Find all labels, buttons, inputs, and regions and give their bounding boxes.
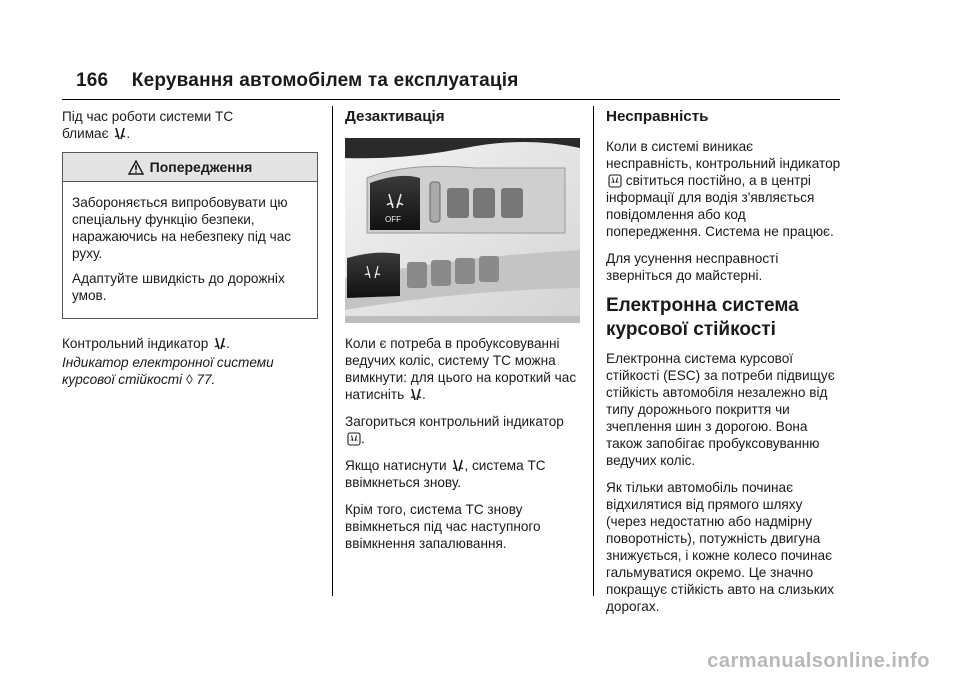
cross-reference[interactable]: Індикатор електронної системи курсової стійкості ◊ 77. xyxy=(62,355,274,387)
malfunction-paragraph-1: Коли в системі виникає несправність, контрольний індикатор світиться постійно, а в центрі інформації для водія з'являється повідомлення або код попередження. Система не працює. xyxy=(606,139,841,239)
warning-paragraph-2: Адаптуйте швидкість до дорожніх умов. xyxy=(72,271,285,303)
reference-arrow-icon: ◊ xyxy=(185,372,193,387)
indicator-line: Контрольний індикатор . xyxy=(62,336,230,351)
malfunction-heading: Несправність xyxy=(606,108,709,125)
esc-paragraph-2: Як тільки автомобіль починає відхилятися від прямого шляху (через недостатню або надмірну поворотність), потужність двигуна знижується, і кожне колесо починає гальмуватися окремо. Це значно покращує стійкість авто на слизьких дорогах. xyxy=(606,480,835,614)
esc-paragraph-1: Електронна система курсової стійкості (ESC) за потреби підвищує стійкість автомобіля незалежно від типу дорожнього покриття чи зчеплення шин з дорогою. Вона також запобігає пробуксовуванню ведучих коліс. xyxy=(606,351,835,468)
header-rule xyxy=(62,99,840,100)
malfunction-paragraph-2: Для усунення несправності зверніться до майстерні. xyxy=(606,251,779,283)
traction-control-indicator-icon xyxy=(347,432,361,446)
intro-paragraph: Під час роботи системи TC блимає . xyxy=(62,109,234,141)
deactivation-paragraph-2: Загориться контрольний індикатор . xyxy=(345,414,564,446)
traction-off-icon xyxy=(214,337,226,351)
traction-control-indicator-icon xyxy=(608,174,622,188)
esc-heading: Електронна система курсової стійкості xyxy=(606,295,799,340)
deactivation-paragraph-4: Крім того, система TC знову ввімкнеться під час наступного ввімкнення запалювання. xyxy=(345,502,541,551)
column-3 xyxy=(606,108,842,625)
page-number: 166 xyxy=(76,70,109,91)
column-divider-right xyxy=(593,106,594,596)
warning-triangle-icon xyxy=(128,160,144,175)
watermark: carmanualsonline.info xyxy=(707,650,930,672)
traction-off-icon xyxy=(452,459,464,473)
column-2 xyxy=(345,108,580,562)
photo-button-label: OFF xyxy=(385,215,401,224)
warning-title: Попередження xyxy=(149,158,253,175)
control-switch-photo xyxy=(345,138,580,323)
warning-box xyxy=(62,152,318,319)
warning-paragraph-1: Забороняється випробовувати цю спеціальну функцію безпеки, наражаючись на небезпеку під час руху. xyxy=(72,195,292,261)
column-divider-left xyxy=(332,106,333,596)
deactivation-paragraph-1: Коли є потреба в пробуксовуванні ведучих коліс, систему TC можна вимкнути: для цього на короткий час натисніть . xyxy=(345,336,577,402)
page-header xyxy=(76,70,519,92)
warning-header xyxy=(63,153,317,182)
traction-off-icon xyxy=(114,127,126,141)
page-title: Керування автомобілем та експлуатація xyxy=(131,70,519,91)
reference-page: 77 xyxy=(196,372,212,387)
column-1 xyxy=(62,108,318,398)
deactivation-paragraph-3: Якщо натиснути , система TC ввімкнеться знову. xyxy=(345,458,546,490)
warning-body xyxy=(63,182,317,318)
deactivation-heading: Дезактивація xyxy=(345,108,445,125)
traction-off-icon xyxy=(410,388,422,402)
